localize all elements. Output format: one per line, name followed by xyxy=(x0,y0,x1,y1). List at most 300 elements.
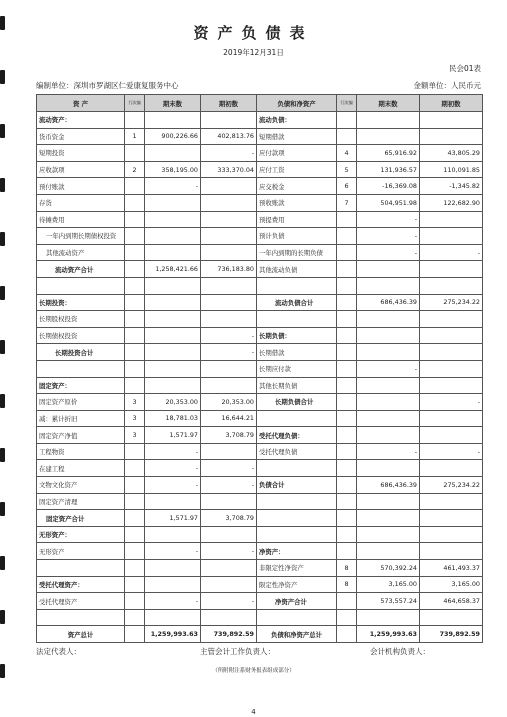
liability-name: 流动负债合计 xyxy=(257,294,337,311)
liability-end: 573,557.24 xyxy=(357,593,420,610)
liability-line xyxy=(337,360,357,377)
header-liability: 负债和净资产 xyxy=(257,95,337,112)
asset-begin: 736,183.80 xyxy=(201,261,257,278)
liability-name: 应付工资 xyxy=(257,161,337,178)
form-number: 民会01表 xyxy=(448,64,481,73)
asset-name: 固定资产净值 xyxy=(37,427,125,444)
asset-end xyxy=(145,244,201,261)
liability-line xyxy=(337,626,357,643)
liability-end xyxy=(357,112,420,129)
asset-name: 资产总计 xyxy=(37,626,125,643)
liability-begin: - xyxy=(420,443,483,460)
liability-line: 6 xyxy=(337,178,357,195)
liability-line xyxy=(337,112,357,129)
asset-name xyxy=(37,609,125,626)
table-row xyxy=(37,327,483,344)
asset-name: 固定资产清理 xyxy=(37,493,125,510)
liability-line xyxy=(337,277,357,294)
asset-end: 18,781.03 xyxy=(145,410,201,427)
asset-begin xyxy=(201,311,257,328)
asset-line: 3 xyxy=(125,410,145,427)
header-line-no: 行次编 xyxy=(337,95,357,112)
liability-begin xyxy=(420,410,483,427)
asset-begin xyxy=(201,360,257,377)
header-begin: 期初数 xyxy=(420,95,483,112)
balance-sheet-table xyxy=(36,94,483,643)
header-asset: 资 产 xyxy=(37,95,125,112)
liability-begin: 110,091.85 xyxy=(420,161,483,178)
liability-end xyxy=(357,410,420,427)
liability-line xyxy=(337,344,357,361)
liability-end xyxy=(357,493,420,510)
liability-name: 预收账款 xyxy=(257,194,337,211)
liability-begin xyxy=(420,543,483,560)
asset-end xyxy=(145,576,201,593)
liability-line xyxy=(337,493,357,510)
table-row xyxy=(37,145,483,162)
table-row xyxy=(37,360,483,377)
asset-end: - xyxy=(145,543,201,560)
liability-name: 长期借款 xyxy=(257,344,337,361)
header-begin: 期初数 xyxy=(201,95,257,112)
asset-line xyxy=(125,228,145,245)
liability-line xyxy=(337,211,357,228)
liability-line: 5 xyxy=(337,161,357,178)
asset-name: 待摊费用 xyxy=(37,211,125,228)
asset-begin xyxy=(201,244,257,261)
asset-line xyxy=(125,377,145,394)
asset-line xyxy=(125,194,145,211)
asset-end: 1,571.97 xyxy=(145,510,201,527)
document-title: 资产负债表 xyxy=(193,24,314,42)
asset-end: 358,195.00 xyxy=(145,161,201,178)
legal-representative: 法定代表人： xyxy=(36,647,81,656)
table-row xyxy=(37,344,483,361)
liability-name: 预提费用 xyxy=(257,211,337,228)
asset-name: 受托代理资产 xyxy=(37,593,125,610)
asset-end xyxy=(145,609,201,626)
asset-begin: - xyxy=(201,543,257,560)
liability-name: 应交税金 xyxy=(257,178,337,195)
header-row xyxy=(37,95,483,112)
asset-begin xyxy=(201,377,257,394)
liability-name: 负债和净资产总计 xyxy=(257,626,337,643)
liability-line xyxy=(337,294,357,311)
liability-line xyxy=(337,460,357,477)
table-row xyxy=(37,294,483,311)
liability-name xyxy=(257,526,337,543)
liability-line xyxy=(337,128,357,145)
asset-begin: - xyxy=(201,593,257,610)
asset-begin: - xyxy=(201,344,257,361)
asset-end xyxy=(145,344,201,361)
liability-end: 3,165.00 xyxy=(357,576,420,593)
asset-line xyxy=(125,526,145,543)
liability-begin xyxy=(420,211,483,228)
table-row xyxy=(37,560,483,577)
liability-line: 7 xyxy=(337,194,357,211)
table-row xyxy=(37,244,483,261)
asset-name: 无形资产： xyxy=(37,526,125,543)
liability-begin xyxy=(420,128,483,145)
asset-end: - xyxy=(145,593,201,610)
liability-end xyxy=(357,526,420,543)
liability-begin: - xyxy=(420,394,483,411)
asset-begin: - xyxy=(201,327,257,344)
asset-name: 流动资产合计 xyxy=(37,261,125,278)
liability-begin xyxy=(420,460,483,477)
liability-line xyxy=(337,228,357,245)
asset-name: 减：累计折旧 xyxy=(37,410,125,427)
liability-name: 流动负债： xyxy=(257,112,337,129)
asset-end xyxy=(145,211,201,228)
liability-end xyxy=(357,543,420,560)
liability-begin: 275,234.22 xyxy=(420,294,483,311)
asset-begin xyxy=(201,112,257,129)
asset-line xyxy=(125,593,145,610)
liability-name xyxy=(257,410,337,427)
liability-begin xyxy=(420,360,483,377)
liability-line xyxy=(337,477,357,494)
liability-end xyxy=(357,510,420,527)
asset-begin xyxy=(201,294,257,311)
asset-line xyxy=(125,244,145,261)
liability-line xyxy=(337,526,357,543)
asset-end xyxy=(145,228,201,245)
table-row xyxy=(37,443,483,460)
accounting-head: 会计机构负责人： xyxy=(370,647,430,656)
asset-end xyxy=(145,194,201,211)
liability-name: 其他长期负债 xyxy=(257,377,337,394)
asset-begin: 739,892.59 xyxy=(201,626,257,643)
asset-end xyxy=(145,560,201,577)
asset-begin: - xyxy=(201,477,257,494)
liability-begin: -1,345.82 xyxy=(420,178,483,195)
table-row xyxy=(37,112,483,129)
liability-name xyxy=(257,277,337,294)
asset-line: 3 xyxy=(125,394,145,411)
asset-begin: 16,644.21 xyxy=(201,410,257,427)
asset-end xyxy=(145,277,201,294)
asset-end xyxy=(145,493,201,510)
liability-end: 570,392.24 xyxy=(357,560,420,577)
asset-begin xyxy=(201,609,257,626)
asset-line xyxy=(125,277,145,294)
liability-begin xyxy=(420,327,483,344)
asset-begin: - xyxy=(201,460,257,477)
liability-name xyxy=(257,609,337,626)
liability-begin xyxy=(420,493,483,510)
liability-name xyxy=(257,510,337,527)
asset-line xyxy=(125,477,145,494)
asset-name: 存货 xyxy=(37,194,125,211)
liability-begin xyxy=(420,261,483,278)
liability-end: -16,369.08 xyxy=(357,178,420,195)
asset-name: 在建工程 xyxy=(37,460,125,477)
asset-begin xyxy=(201,526,257,543)
liability-begin: 43,805.29 xyxy=(420,145,483,162)
liability-end xyxy=(357,344,420,361)
table-row xyxy=(37,427,483,444)
liability-begin: 122,682.90 xyxy=(420,194,483,211)
liability-end xyxy=(357,261,420,278)
asset-begin: 333,370.04 xyxy=(201,161,257,178)
asset-name xyxy=(37,277,125,294)
asset-line xyxy=(125,443,145,460)
liability-line xyxy=(337,443,357,460)
asset-line: 3 xyxy=(125,427,145,444)
asset-name: 工程物资 xyxy=(37,443,125,460)
asset-line xyxy=(125,543,145,560)
liability-line xyxy=(337,311,357,328)
asset-end: 20,353.00 xyxy=(145,394,201,411)
liability-begin: 464,658.37 xyxy=(420,593,483,610)
table-row xyxy=(37,228,483,245)
asset-name: 长期股权投资 xyxy=(37,311,125,328)
asset-line xyxy=(125,460,145,477)
liability-begin xyxy=(420,427,483,444)
asset-end: 1,259,993.63 xyxy=(145,626,201,643)
liability-end xyxy=(357,460,420,477)
asset-begin xyxy=(201,576,257,593)
table-row xyxy=(37,128,483,145)
table-row xyxy=(37,394,483,411)
table-row xyxy=(37,377,483,394)
liability-line xyxy=(337,244,357,261)
table-row xyxy=(37,609,483,626)
asset-end xyxy=(145,377,201,394)
asset-line xyxy=(125,360,145,377)
asset-name: 受托代理资产： xyxy=(37,576,125,593)
liability-end: 686,436.39 xyxy=(357,294,420,311)
liability-end: 686,436.39 xyxy=(357,477,420,494)
liability-end xyxy=(357,609,420,626)
asset-name: 长期投资合计 xyxy=(37,344,125,361)
asset-begin xyxy=(201,194,257,211)
liability-begin xyxy=(420,510,483,527)
asset-name: 固定资产合计 xyxy=(37,510,125,527)
asset-begin xyxy=(201,560,257,577)
asset-name: 文物文化资产 xyxy=(37,477,125,494)
liability-end: - xyxy=(357,228,420,245)
liability-line xyxy=(337,410,357,427)
liability-end xyxy=(357,277,420,294)
asset-end: - xyxy=(145,477,201,494)
asset-end xyxy=(145,327,201,344)
liability-name: 受托代理负债： xyxy=(257,427,337,444)
liability-name xyxy=(257,311,337,328)
liability-line: 4 xyxy=(337,145,357,162)
asset-name xyxy=(37,560,125,577)
asset-line xyxy=(125,493,145,510)
table-row xyxy=(37,178,483,195)
asset-line xyxy=(125,560,145,577)
binding-marks xyxy=(0,0,9,717)
table-row xyxy=(37,161,483,178)
liability-line xyxy=(337,327,357,344)
asset-line xyxy=(125,112,145,129)
table-row xyxy=(37,493,483,510)
liability-begin xyxy=(420,377,483,394)
asset-line xyxy=(125,178,145,195)
liability-end: 1,259,993.63 xyxy=(357,626,420,643)
header-end: 期末数 xyxy=(145,95,201,112)
table-row xyxy=(37,410,483,427)
asset-name: 固定资产原价 xyxy=(37,394,125,411)
liability-name: 长期负债合计 xyxy=(257,394,337,411)
asset-end: 900,226.66 xyxy=(145,128,201,145)
asset-line xyxy=(125,145,145,162)
liability-name: 限定性净资产 xyxy=(257,576,337,593)
liability-end xyxy=(357,311,420,328)
asset-begin: 3,708.79 xyxy=(201,510,257,527)
asset-end: 1,571.97 xyxy=(145,427,201,444)
liability-name: 负债合计 xyxy=(257,477,337,494)
liability-end xyxy=(357,377,420,394)
liability-end: 504,951.98 xyxy=(357,194,420,211)
liability-begin: - xyxy=(420,244,483,261)
liability-line xyxy=(337,427,357,444)
liability-end xyxy=(357,394,420,411)
asset-begin xyxy=(201,228,257,245)
liability-name: 短期借款 xyxy=(257,128,337,145)
table-row xyxy=(37,477,483,494)
accounting-supervisor: 主管会计工作负责人： xyxy=(200,647,275,656)
header-line-no: 行次编 xyxy=(125,95,145,112)
asset-line xyxy=(125,344,145,361)
liability-line: 8 xyxy=(337,576,357,593)
liability-end xyxy=(357,327,420,344)
table-row xyxy=(37,261,483,278)
asset-end xyxy=(145,112,201,129)
liability-end: 65,916.92 xyxy=(357,145,420,162)
footnote: （所附附注系财务报表组成部分） xyxy=(212,668,295,674)
table-row xyxy=(37,526,483,543)
liability-begin xyxy=(420,609,483,626)
asset-name: 长期债权投资 xyxy=(37,327,125,344)
liability-name: 长期负债： xyxy=(257,327,337,344)
asset-end xyxy=(145,526,201,543)
table-row xyxy=(37,194,483,211)
asset-end xyxy=(145,294,201,311)
liability-line: 8 xyxy=(337,560,357,577)
liability-name: 受托代理负债 xyxy=(257,443,337,460)
liability-line xyxy=(337,261,357,278)
liability-begin xyxy=(420,277,483,294)
liability-begin: 739,892.59 xyxy=(420,626,483,643)
liability-begin: 461,493.37 xyxy=(420,560,483,577)
asset-end: - xyxy=(145,460,201,477)
liability-end xyxy=(357,128,420,145)
asset-begin xyxy=(201,443,257,460)
asset-line xyxy=(125,294,145,311)
table-row xyxy=(37,211,483,228)
asset-end xyxy=(145,360,201,377)
liability-begin xyxy=(420,526,483,543)
asset-name: 长期投资： xyxy=(37,294,125,311)
asset-line xyxy=(125,510,145,527)
liability-line xyxy=(337,609,357,626)
asset-name: 短期投资 xyxy=(37,145,125,162)
asset-name xyxy=(37,360,125,377)
liability-line xyxy=(337,510,357,527)
asset-end: 1,258,421.66 xyxy=(145,261,201,278)
asset-line xyxy=(125,576,145,593)
liability-line xyxy=(337,543,357,560)
liability-end: - xyxy=(357,211,420,228)
asset-end: - xyxy=(145,443,201,460)
liability-name: 长期应付款 xyxy=(257,360,337,377)
table-row xyxy=(37,277,483,294)
liability-name xyxy=(257,493,337,510)
asset-begin xyxy=(201,493,257,510)
liability-line xyxy=(337,593,357,610)
page-number: 4 xyxy=(251,708,256,716)
asset-name: 应收款项 xyxy=(37,161,125,178)
asset-begin xyxy=(201,211,257,228)
asset-line: 1 xyxy=(125,128,145,145)
liability-name: 一年内到期的长期负债 xyxy=(257,244,337,261)
table-row xyxy=(37,460,483,477)
liability-name: 应付款项 xyxy=(257,145,337,162)
liability-line xyxy=(337,394,357,411)
liability-begin xyxy=(420,112,483,129)
liability-name: 净资产： xyxy=(257,543,337,560)
asset-begin: 402,813.76 xyxy=(201,128,257,145)
liability-name: 净资产合计 xyxy=(257,593,337,610)
asset-begin: - xyxy=(201,145,257,162)
asset-name: 固定资产： xyxy=(37,377,125,394)
asset-name: 无形资产 xyxy=(37,543,125,560)
report-date: 2019年12月31日 xyxy=(223,48,284,57)
asset-line xyxy=(125,211,145,228)
liability-begin xyxy=(420,344,483,361)
table-row xyxy=(37,626,483,643)
organization: 编制单位：深圳市罗湖区仁爱康复服务中心 xyxy=(36,81,179,90)
asset-begin: 20,353.00 xyxy=(201,394,257,411)
liability-end: - xyxy=(357,244,420,261)
asset-line xyxy=(125,311,145,328)
asset-name: 其他流动资产 xyxy=(37,244,125,261)
liability-end xyxy=(357,427,420,444)
asset-line xyxy=(125,609,145,626)
liability-name: 预计负债 xyxy=(257,228,337,245)
liability-line xyxy=(337,377,357,394)
table-row xyxy=(37,510,483,527)
liability-name: 非限定性净资产 xyxy=(257,560,337,577)
liability-name: 其他流动负债 xyxy=(257,261,337,278)
table-row xyxy=(37,576,483,593)
asset-name: 货币资金 xyxy=(37,128,125,145)
liability-begin xyxy=(420,311,483,328)
table-row xyxy=(37,543,483,560)
asset-begin: 3,708.79 xyxy=(201,427,257,444)
asset-end xyxy=(145,145,201,162)
header-end: 期末数 xyxy=(357,95,420,112)
table-row xyxy=(37,311,483,328)
asset-end xyxy=(145,311,201,328)
asset-line xyxy=(125,626,145,643)
asset-line: 2 xyxy=(125,161,145,178)
asset-name: 预付账款 xyxy=(37,178,125,195)
asset-name: 一年内到期长期债权投资 xyxy=(37,228,125,245)
asset-name: 流动资产： xyxy=(37,112,125,129)
liability-name xyxy=(257,460,337,477)
currency-unit: 金额单位：人民币元 xyxy=(413,81,481,90)
liability-end: 131,936.57 xyxy=(357,161,420,178)
asset-line xyxy=(125,327,145,344)
asset-begin xyxy=(201,277,257,294)
